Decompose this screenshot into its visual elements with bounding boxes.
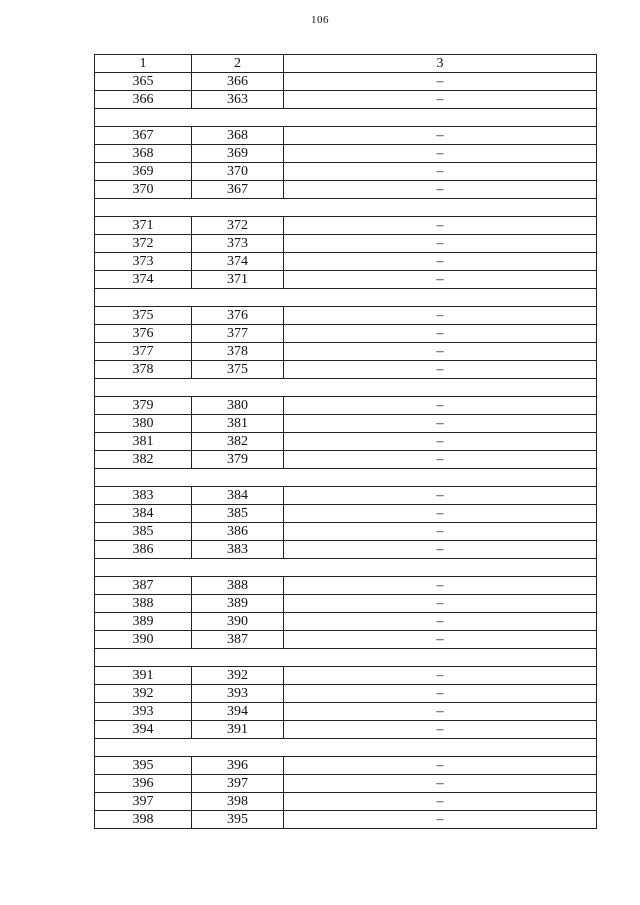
separator-row xyxy=(95,109,597,127)
table-cell-col-1: 379 xyxy=(95,397,192,415)
table-cell-col-2: 386 xyxy=(192,523,284,541)
separator-cell xyxy=(95,739,597,757)
table-cell-col-3: – xyxy=(284,397,597,415)
table-row xyxy=(95,181,597,199)
table-row xyxy=(95,613,597,631)
table-cell-col-3: – xyxy=(284,505,597,523)
table-row xyxy=(95,253,597,271)
header-row xyxy=(95,55,597,73)
table-cell-col-1: 369 xyxy=(95,163,192,181)
table-cell-col-2: 397 xyxy=(192,775,284,793)
table-cell-col-3: – xyxy=(284,73,597,91)
table-cell-col-2: 398 xyxy=(192,793,284,811)
table-cell-col-1: 392 xyxy=(95,685,192,703)
table-cell-col-1: 371 xyxy=(95,217,192,235)
table-cell-col-3: – xyxy=(284,343,597,361)
separator-row xyxy=(95,289,597,307)
table-cell-col-2: 370 xyxy=(192,163,284,181)
table-row xyxy=(95,325,597,343)
table-cell-col-3: – xyxy=(284,163,597,181)
separator-row xyxy=(95,649,597,667)
table-row xyxy=(95,685,597,703)
table-row xyxy=(95,793,597,811)
table-cell-col-3: – xyxy=(284,235,597,253)
table-row xyxy=(95,73,597,91)
table-row xyxy=(95,757,597,775)
separator-row xyxy=(95,199,597,217)
table-row xyxy=(95,487,597,505)
table-cell-col-2: 375 xyxy=(192,361,284,379)
table-cell-col-2: 394 xyxy=(192,703,284,721)
table-cell-col-1: 375 xyxy=(95,307,192,325)
table-row xyxy=(95,343,597,361)
table-cell-col-2: 388 xyxy=(192,577,284,595)
table-row xyxy=(95,541,597,559)
table-row xyxy=(95,397,597,415)
table-row xyxy=(95,703,597,721)
table-cell-col-2: 389 xyxy=(192,595,284,613)
table-cell-col-3: – xyxy=(284,415,597,433)
table-cell-col-3: – xyxy=(284,487,597,505)
table-cell-col-1: 376 xyxy=(95,325,192,343)
table-cell-col-2: 366 xyxy=(192,73,284,91)
table-cell-col-2: 395 xyxy=(192,811,284,829)
table-cell-col-3: – xyxy=(284,793,597,811)
table-row xyxy=(95,811,597,829)
table-cell-col-1: 395 xyxy=(95,757,192,775)
table-cell-col-1: 397 xyxy=(95,793,192,811)
separator-row xyxy=(95,379,597,397)
table-cell-col-1: 387 xyxy=(95,577,192,595)
table-row xyxy=(95,721,597,739)
table-cell-col-3: – xyxy=(284,775,597,793)
table-cell-col-1: 372 xyxy=(95,235,192,253)
table-cell-col-1: 377 xyxy=(95,343,192,361)
table-cell-col-2: 372 xyxy=(192,217,284,235)
table-cell-col-1: 382 xyxy=(95,451,192,469)
table-cell-col-2: 384 xyxy=(192,487,284,505)
table-cell-col-2: 392 xyxy=(192,667,284,685)
table-cell-col-3: – xyxy=(284,595,597,613)
page-number: 106 xyxy=(311,14,329,26)
table-row xyxy=(95,433,597,451)
separator-cell xyxy=(95,199,597,217)
separator-cell xyxy=(95,289,597,307)
table-row xyxy=(95,505,597,523)
table-cell-col-3: – xyxy=(284,271,597,289)
separator-row xyxy=(95,559,597,577)
table-cell-col-2: 380 xyxy=(192,397,284,415)
table-cell-col-3: – xyxy=(284,127,597,145)
table-cell-col-1: 365 xyxy=(95,73,192,91)
table-cell-col-2: 383 xyxy=(192,541,284,559)
table-row xyxy=(95,631,597,649)
table-cell-col-2: 390 xyxy=(192,613,284,631)
table-cell-col-3: – xyxy=(284,577,597,595)
table-cell-col-1: 366 xyxy=(95,91,192,109)
table-row xyxy=(95,217,597,235)
table-cell-col-1: 391 xyxy=(95,667,192,685)
table-cell-col-1: 386 xyxy=(95,541,192,559)
separator-row xyxy=(95,739,597,757)
table-cell-col-3: – xyxy=(284,217,597,235)
table-row xyxy=(95,361,597,379)
table-cell-col-3: – xyxy=(284,757,597,775)
table-row xyxy=(95,577,597,595)
table-cell-col-2: 382 xyxy=(192,433,284,451)
table-cell-col-2: 367 xyxy=(192,181,284,199)
header-cell-3: 3 xyxy=(284,55,597,73)
table-cell-col-1: 384 xyxy=(95,505,192,523)
table-body xyxy=(95,55,597,829)
table-cell-col-2: 376 xyxy=(192,307,284,325)
table-cell-col-3: – xyxy=(284,181,597,199)
table-cell-col-1: 383 xyxy=(95,487,192,505)
table-cell-col-1: 370 xyxy=(95,181,192,199)
table-cell-col-2: 396 xyxy=(192,757,284,775)
table-cell-col-3: – xyxy=(284,325,597,343)
table-cell-col-3: – xyxy=(284,91,597,109)
table-cell-col-3: – xyxy=(284,667,597,685)
table-cell-col-2: 369 xyxy=(192,145,284,163)
table-cell-col-2: 374 xyxy=(192,253,284,271)
table-cell-col-1: 380 xyxy=(95,415,192,433)
table-cell-col-1: 389 xyxy=(95,613,192,631)
table-cell-col-1: 390 xyxy=(95,631,192,649)
table-cell-col-3: – xyxy=(284,685,597,703)
table-cell-col-1: 388 xyxy=(95,595,192,613)
table-cell-col-2: 377 xyxy=(192,325,284,343)
table-cell-col-3: – xyxy=(284,433,597,451)
table-cell-col-3: – xyxy=(284,721,597,739)
table-cell-col-2: 381 xyxy=(192,415,284,433)
table-cell-col-3: – xyxy=(284,631,597,649)
table-cell-col-1: 385 xyxy=(95,523,192,541)
table-row xyxy=(95,271,597,289)
table-cell-col-3: – xyxy=(284,703,597,721)
table-row xyxy=(95,91,597,109)
table-row xyxy=(95,451,597,469)
table-row xyxy=(95,163,597,181)
table-cell-col-2: 373 xyxy=(192,235,284,253)
table-cell-col-3: – xyxy=(284,811,597,829)
table-cell-col-3: – xyxy=(284,361,597,379)
table-cell-col-1: 373 xyxy=(95,253,192,271)
table-cell-col-2: 393 xyxy=(192,685,284,703)
table-cell-col-1: 374 xyxy=(95,271,192,289)
table-cell-col-2: 363 xyxy=(192,91,284,109)
table-cell-col-1: 393 xyxy=(95,703,192,721)
table-cell-col-2: 368 xyxy=(192,127,284,145)
separator-cell xyxy=(95,559,597,577)
table-cell-col-1: 398 xyxy=(95,811,192,829)
table-cell-col-2: 379 xyxy=(192,451,284,469)
header-cell-1: 1 xyxy=(95,55,192,73)
table-cell-col-3: – xyxy=(284,253,597,271)
table-cell-col-2: 391 xyxy=(192,721,284,739)
table-row xyxy=(95,235,597,253)
table-cell-col-1: 381 xyxy=(95,433,192,451)
separator-cell xyxy=(95,469,597,487)
table-cell-col-1: 378 xyxy=(95,361,192,379)
separator-cell xyxy=(95,109,597,127)
table-cell-col-2: 378 xyxy=(192,343,284,361)
table-cell-col-3: – xyxy=(284,451,597,469)
table-row xyxy=(95,415,597,433)
table-cell-col-3: – xyxy=(284,145,597,163)
table-cell-col-1: 396 xyxy=(95,775,192,793)
separator-row xyxy=(95,469,597,487)
separator-cell xyxy=(95,649,597,667)
header-cell-2: 2 xyxy=(192,55,284,73)
table-cell-col-1: 368 xyxy=(95,145,192,163)
data-table xyxy=(94,54,597,829)
table-cell-col-2: 387 xyxy=(192,631,284,649)
table-row xyxy=(95,595,597,613)
table-row xyxy=(95,775,597,793)
table-cell-col-3: – xyxy=(284,523,597,541)
table-cell-col-3: – xyxy=(284,613,597,631)
table-row xyxy=(95,307,597,325)
table-cell-col-3: – xyxy=(284,541,597,559)
table-cell-col-1: 394 xyxy=(95,721,192,739)
table-row xyxy=(95,127,597,145)
table-cell-col-1: 367 xyxy=(95,127,192,145)
table-cell-col-2: 385 xyxy=(192,505,284,523)
table-row xyxy=(95,523,597,541)
separator-cell xyxy=(95,379,597,397)
table-row xyxy=(95,667,597,685)
table-cell-col-3: – xyxy=(284,307,597,325)
table-row xyxy=(95,145,597,163)
table-cell-col-2: 371 xyxy=(192,271,284,289)
